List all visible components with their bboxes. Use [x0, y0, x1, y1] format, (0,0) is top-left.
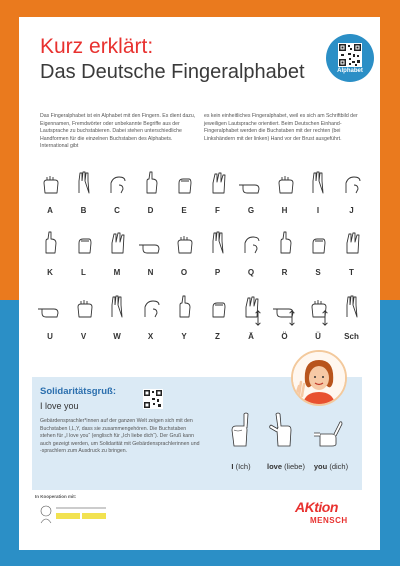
hand-sign-e-icon [172, 168, 196, 198]
alphabet-letter: E [181, 206, 187, 215]
alphabet-letter: O [180, 268, 188, 277]
hand-sign-b-icon [72, 168, 96, 198]
alphabet-letter: F [215, 206, 220, 215]
motion-arrow-icon [288, 310, 296, 326]
alphabet-letter: T [349, 268, 354, 277]
hand-sign-p-icon [206, 228, 230, 258]
alphabet-letter: J [349, 206, 354, 215]
hand-sign-f-icon [206, 168, 230, 198]
hand-sign-j-icon [340, 168, 364, 198]
alphabet-letter: L [81, 268, 86, 277]
alphabet-letter: V [80, 332, 87, 341]
hand-sign-q-icon [239, 228, 263, 258]
alphabet-letter: W [113, 332, 121, 341]
hand-sign-v-icon [72, 292, 96, 322]
sign-you-hand-icon [314, 408, 344, 448]
alphabet-letter: M [113, 268, 121, 277]
alphabet-letter: R [281, 268, 288, 277]
hand-sign-l-icon [72, 228, 96, 258]
alphabet-qr-badge[interactable] [326, 34, 374, 82]
alphabet-letter: Y [181, 332, 187, 341]
motion-arrow-icon [321, 310, 329, 326]
page-subtitle: Das Deutsche Fingeralphabet [40, 61, 305, 83]
alphabet-letter: Q [247, 268, 255, 277]
hand-sign-a-icon [38, 168, 62, 198]
hand-sign-y-icon [172, 292, 196, 322]
hand-sign-s-icon [306, 228, 330, 258]
hand-sign-x-icon [139, 292, 163, 322]
sign-i-hand-icon [224, 408, 254, 448]
sign-label-you: you (dich) [313, 462, 349, 471]
hand-sign-z-icon [206, 292, 230, 322]
alphabet-letter: C [114, 206, 120, 215]
alphabet-letter: Z [215, 332, 220, 341]
hand-sign-c-icon [105, 168, 129, 198]
solidarity-subtitle: I love you [40, 401, 79, 411]
sign-label-i: I (Ich) [231, 462, 251, 471]
intro-text-right: es kein einheitliches Fingeralphabet, weil es sich am Schriftbild der jeweiligen Lautsprache orientiert. Beim Deutschen Einhand-Fingeralphabet werden die Buchstaben mit der rechten (bei Linkshändern mit der linken) Hand vor der Brust ausgeführt. [204, 113, 358, 142]
intro-text-left: Das Fingeralphabet ist ein Alphabet mit den Fingern. Es dient dazu, Eigennamen, Fremdwörter oder unbekannte Begriffe aus der Lautsprache zu buchstabieren. Dabei stehen unterschiedliche Handformen für die einzelnen Buchstaben des Alphabets. International gibt [40, 113, 196, 150]
alphabet-letter: I [316, 206, 320, 215]
partner-logo-icon [38, 503, 118, 525]
hand-sign-g-icon [239, 168, 263, 198]
alphabet-letter: Ä [248, 332, 254, 341]
alphabet-letter: S [315, 268, 321, 277]
brand-logo-bottom: MENSCH [310, 516, 348, 525]
hand-sign-t-icon [340, 228, 364, 258]
alphabet-letter: U [47, 332, 53, 341]
alphabet-letter: K [47, 268, 53, 277]
alphabet-letter: Ü [315, 332, 321, 341]
page-title: Kurz erklärt: [40, 35, 154, 58]
alphabet-letter: D [147, 206, 154, 215]
woman-illustration-icon [293, 352, 345, 404]
motion-arrow-icon [254, 310, 262, 326]
hand-sign-m-icon [105, 228, 129, 258]
hand-sign-u-icon [38, 292, 62, 322]
alphabet-letter: B [80, 206, 87, 215]
solidarity-text: Gebärdensprachler*innen auf der ganzen Welt zeigen sich mit den Buchstaben I,L,Y, dass sie zusammengehören. Die Buchstaben stehen für „I love you“ (englisch für „Ich liebe dich“). Der Gruß kann auch gezeigt werden, um Solidarität mit Gebärdensprachlerinnen und -sprachlern zum Ausdruck zu bringen. [40, 418, 200, 455]
hand-sign-w-icon [105, 292, 129, 322]
hand-sign-d-icon [139, 168, 163, 198]
alphabet-letter: H [281, 206, 288, 215]
alphabet-letter: Ö [281, 332, 288, 341]
hand-sign-k-icon [38, 228, 62, 258]
avatar [291, 350, 347, 406]
qr-label: Alphabet [337, 68, 363, 74]
hand-sign-sch-icon [340, 292, 364, 322]
alphabet-letter: Sch [344, 332, 359, 341]
brand-logo-top: AKtion [295, 499, 338, 515]
hand-sign-o-icon [172, 228, 196, 258]
alphabet-letter: N [147, 268, 154, 277]
hand-sign-r-icon [273, 228, 297, 258]
hand-sign-h-icon [273, 168, 297, 198]
sign-love-hand-icon [268, 408, 298, 448]
alphabet-letter: P [214, 268, 221, 277]
alphabet-letter: A [47, 206, 53, 215]
solidarity-title: Solidaritätsgruß: [40, 386, 117, 397]
qr-code-icon[interactable] [143, 389, 163, 409]
hand-sign-i-icon [306, 168, 330, 198]
alphabet-letter: X [147, 332, 154, 341]
cooperation-label: In Kooperation mit: [35, 494, 77, 499]
hand-sign-n-icon [139, 228, 163, 258]
sign-label-love: love (liebe) [267, 462, 305, 471]
alphabet-letter: G [247, 206, 255, 215]
qr-code-icon [338, 43, 362, 67]
